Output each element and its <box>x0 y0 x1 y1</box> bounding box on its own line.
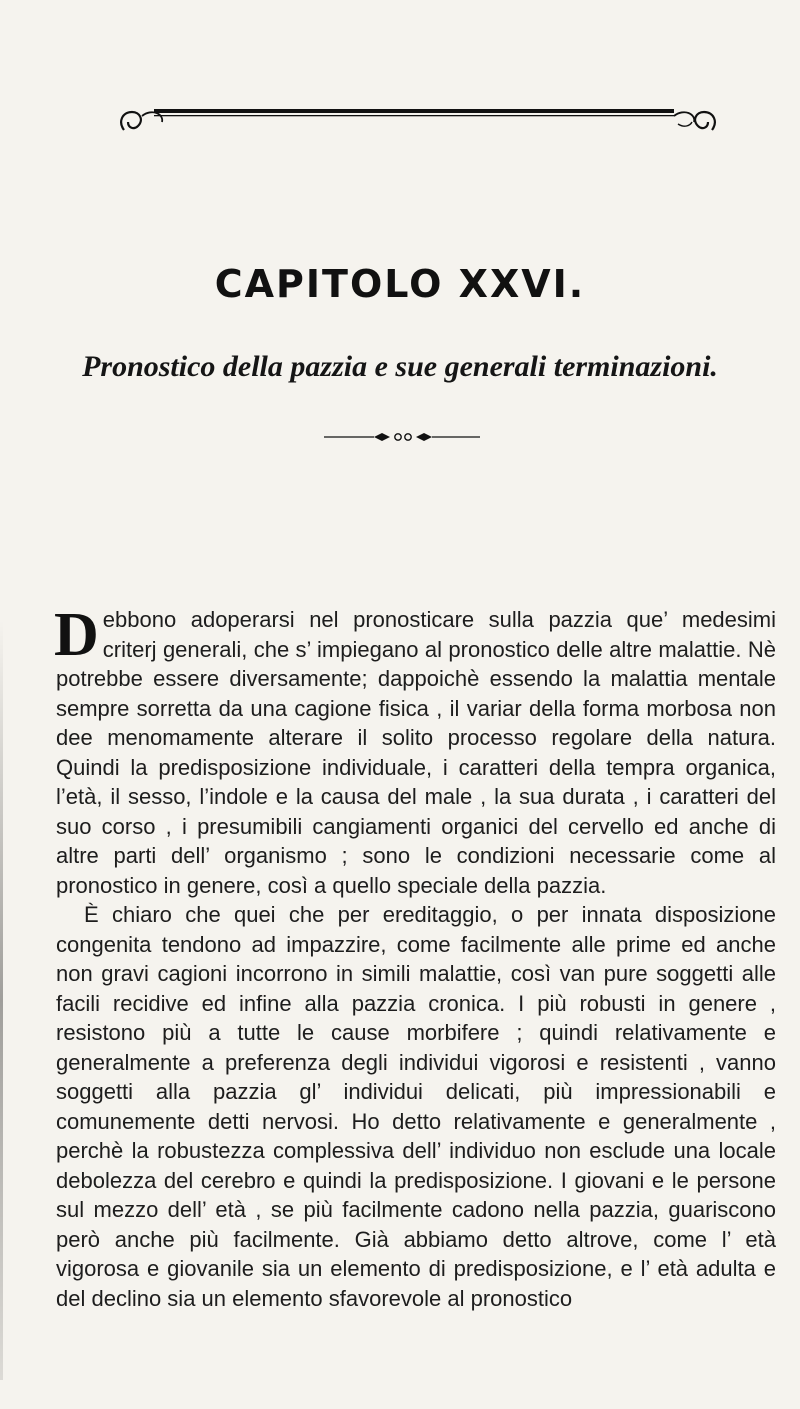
body-text <box>54 601 776 1313</box>
chapter-subtitle: Pronostico della pazzia e sue generali terminazioni. <box>82 350 718 383</box>
page-edge-shadow <box>0 620 3 1380</box>
ornamental-divider <box>322 430 482 444</box>
paragraph <box>54 601 776 900</box>
drop-cap: D <box>54 601 99 669</box>
paragraph: È chiaro che quei che per ereditaggio, o per innata disposizione congenita tendono ad impazzire, come facilmente alle prime ed anche non gravi cagioni incorrono in simili malattie, così van pure soggetti alle facili recidive ed infine alla pazzia cronica. I più robusti in genere , resistono più a tutte le cause morbifere ; quindi relativamente e generalmente a preferenza degli individui vigorosi e resistenti , vanno soggetti alla pazzia gl’ individui delicati, più impressionabili e comunemente detti nervosi. Ho detto relativamente e generalmente , perchè la robustezza complessiva dell’ individuo non esclude una locale debolezza del cerebro e quindi la predisposizione. I giovani e le persone sul mezzo dell’ età , se più facilmente cadono nella pazzia, guariscono però anche più facilmente. Già abbiamo detto altrove, come l’ età vigorosa e giovanile sia un elemento di predisposizione, e l’ età adulta e del declino sia un elemento sfavorevole al pronostico <box>56 902 776 1311</box>
top-ornament-border <box>118 100 718 146</box>
chapter-title: CAPITOLO XXVI. <box>214 262 586 306</box>
paragraph-text: ebbono adoperarsi nel pronosticare sulla pazzia que’ medesimi criterj generali, che s’ impiegano al pronostico delle altre malattie. Nè potrebbe essere diversamente; dappoichè essendo la malattia mentale sempre sorretta da una cagione fisica , il variar della forma morbosa non dee menomamente alterare il solito processo regolare della natura. Quindi la predisposizione individuale, i caratteri della tempra organica, l’età, il sesso, l’indole e la causa del male , la sua durata , i caratteri del suo corso , i presumibili cangiamenti organici del cervello ed anche di altre parti dell’ organismo ; sono le condizioni necessarie come al pronostico in genere, così a quello speciale della pazzia. <box>56 607 776 898</box>
